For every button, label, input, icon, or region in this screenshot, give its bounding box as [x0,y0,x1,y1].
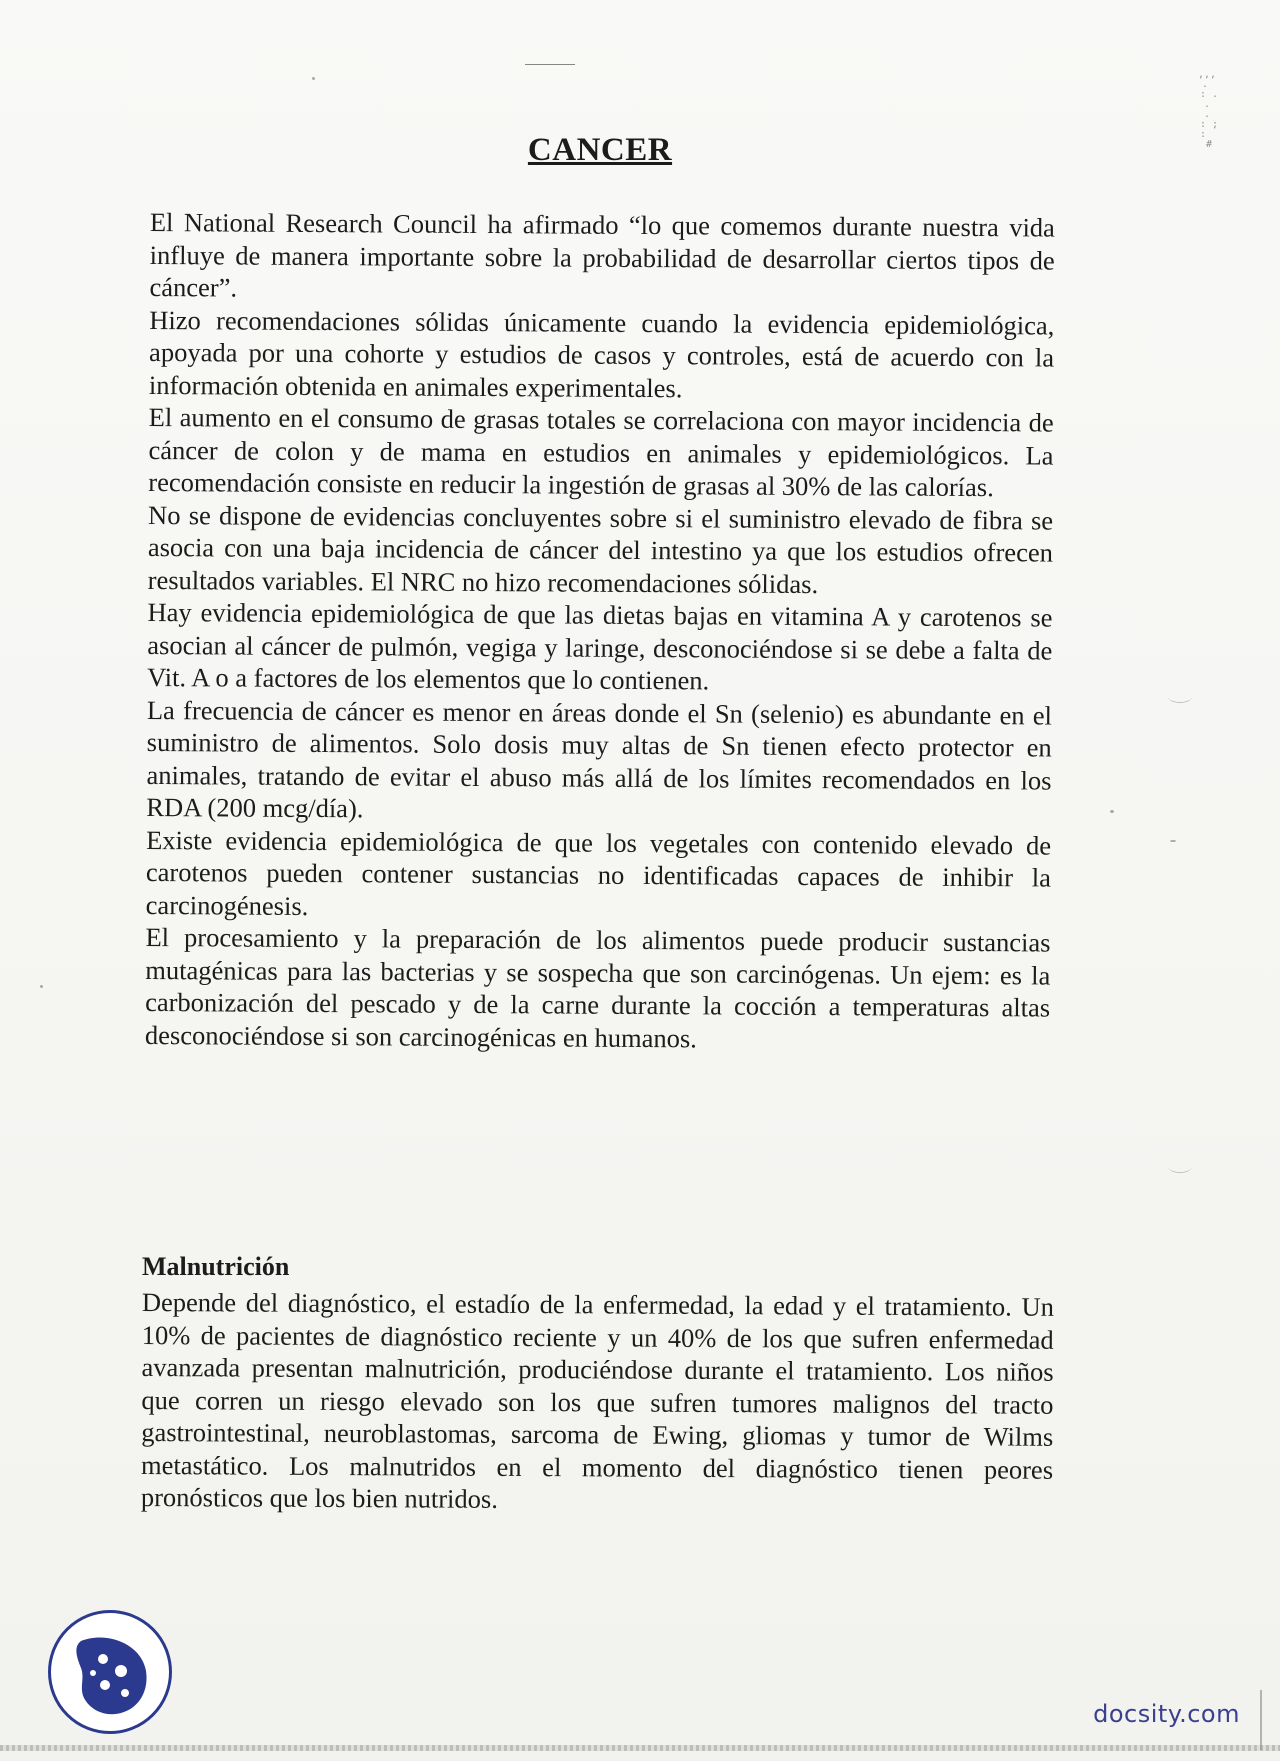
paragraph: El aumento en el consumo de grasas totales se correlaciona con mayor incidencia de cáncer de colon y de mama en estudios en animales y epidemiológicos. La recomendación consiste en reducir la ingestión de grasas al 30% de las calorías. [148,401,1054,503]
logo-graphic [51,1613,169,1731]
paragraph: El procesamiento y la preparación de los alimentos puede producir sustancias mutagénicas para las bacterias y se sospecha que son carcinógenas. Un ejem: es la carbonización del pescado y de la carne durante la cocción a temperaturas altas desconociéndose si son carcinogénicas en humanos. [144,921,1051,1053]
paragraph: No se dispone de evidencias concluyentes sobre si el suministro elevado de fibra se asocia con una baja incidencia de cáncer del intestino ya que los estudios ofrecen resultados variables. El NRC no hizo recomendaciones sólidas. [147,499,1054,599]
scan-speck [312,77,315,80]
docsity-brand-text[interactable]: docsity.com [1093,1700,1240,1728]
paragraph: Hizo recomendaciones sólidas únicamente cuando la evidencia epidemiológica, apoyada por una cohorte y estudios de casos y controles, está de acuerdo con la información obtenida en animales experimentales. [148,304,1055,403]
paragraph: La frecuencia de cáncer es menor en áreas donde el Sn (selenio) es abundante en el suministro de alimentos. Solo dosis muy altas de Sn tienen efecto protector en animales, tratando de evitar el abuso más allá de los límites recomendados en los RDA (200 mcg/día). [146,694,1052,824]
scan-edge-marks: ,,, . : . . . : ; : # [1198,69,1219,150]
page-title: CANCER [527,132,673,168]
docsity-logo-icon [48,1610,172,1734]
paragraph: Depende del diagnóstico, el estadío de la enfermedad, la edad y el tratamiento. Un 10% de pacientes de diagnóstico reciente y un 40% de los que sufren enfermedad avanzada presentan malnutrición, produciéndose durante el tratamiento. Los niños que corren un riesgo elevado son los que sufren tumores malignos del tracto gastrointestinal, neuroblastomas, sarcoma de Ewing, gliomas y tumor de Wilms metastático. Los malnutridos en el momento del diagnóstico tienen peores pronósticos que los bien nutridos. [140,1287,1054,1514]
scan-edge-line [1260,1690,1262,1750]
scan-artifact [1168,1160,1192,1173]
scan-bottom-edge [0,1745,1280,1751]
malnutrition-text [141,1286,1054,1518]
scan-speck [40,985,43,988]
scan-speck [1170,840,1176,842]
top-scan-mark [525,64,575,65]
section-heading: Malnutrición [142,1252,290,1281]
main-text [145,206,1055,1057]
paragraph: El National Research Council ha afirmado “lo que comemos durante nuestra vida influye de manera importante sobre la probabilidad de desarrollar ciertos tipos de cáncer”. [149,206,1055,303]
scan-artifact [1168,690,1192,703]
scan-speck [1110,810,1114,813]
paragraph: Hay evidencia epidemiológica de que las dietas bajas en vitamina A y carotenos se asocian al cáncer de pulmón, vegiga y laringe, desconociéndose si se debe a falta de Vit. A o a factores de los elementos que lo contienen. [147,596,1053,696]
paragraph: Existe evidencia epidemiológica de que los vegetales con contenido elevado de carotenos pueden contener sustancias no identificadas capaces de inhibir la carcinogénesis. [145,824,1052,921]
